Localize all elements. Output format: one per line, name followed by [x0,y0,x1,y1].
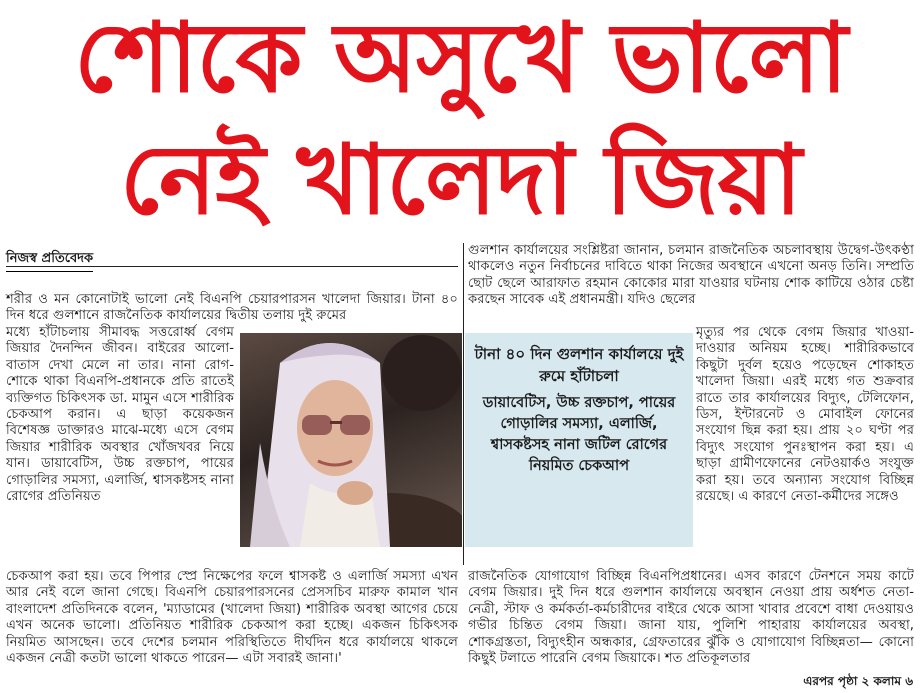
headline-line-2: নেই খালেদা জিয়া [119,124,802,236]
headline-line-1: শোকে অসুখে ভালো [74,2,847,114]
byline: নিজস্ব প্রতিবেদক [6,249,93,272]
portrait-illustration [240,333,462,547]
article-right-bottom: রাজনৈতিক যোগাযোগ বিচ্ছিন্ন বিএনপিপ্রধানের। এসব কারণে টেনশনে সময় কাটে বেগম জিয়ার। দুই দিন ধরে গুলশান কার্যালয়ে অবস্থান নেওয়া প্রায় অর্ধশত নেতা-নেত্রী, স্টাফ ও কর্মকর্তা-কর্মচারীদের বাইরে থেকে আসা খাবার প্রবেশে বাধা দেওয়ায়ও গভীর চিন্তিত বেগম জিয়া। জানা যায়, পুলিশি পাহারায় কার্যালয়ের অবস্থা, শোকগ্রস্ততা, বিদ্যুৎহীন অন্ধকার, গ্রেফতারের ঝুঁকি ও যোগাযোগ বিচ্ছিন্নতা— কোনো কিছুই টলাতে পারেনি বেগম জিয়াকে। শত প্রতিকূলতার [468,569,914,667]
pullquote-box [465,333,693,547]
byline-rule [6,266,458,267]
article-left-mid: মধ্যে হাঁটাচলায় সীমাবদ্ধ সত্তরোর্ধ্ব বেগম জিয়ার দৈনন্দিন জীবন। বাইরের আলো-বাতাস দেখা মেলে না তার। নানা রোগ-শোকে থাকা বিএনপি-প্রধানকে প্রতি রাতেই ব্যক্তিগত চিকিৎসক ডা. মামুন এসে শারীরিক চেকআপ করান। এ ছাড়া কয়েকজন বিশেষজ্ঞ ডাক্তারও মাঝে-মধ্যে এসে বেগম জিয়ার শারীরিক অবস্থার খোঁজখবর নিয়ে যান। ডায়াবেটিস, উচ্চ রক্তচাপ, পায়ের গোড়ালির সমস্যা, এলার্জি, শ্বাসকষ্টসহ নানা রোগের প্রতিনিয়ত [6,325,234,505]
khaleda-zia-photo [240,333,462,547]
continued-on-page[interactable]: এরপর পৃষ্ঠা ২ কলাম ৬ [803,674,913,688]
column-divider [463,243,464,565]
pullquote-body: ডায়াবেটিস, উচ্চ রক্তচাপ, পায়ের গোড়ালির সমস্যা, এলার্জি, শ্বাসকষ্টসহ নানা জটিল রোগের নিয়মিত চেকআপ [482,395,676,474]
article-left-bottom: চেকআপ করা হয়। তবে পিপার স্প্রে নিক্ষেপের ফলে শ্বাসকষ্ট ও এলার্জি সমস্যা এখন আর নেই বলে জানা গেছে। বিএনপি চেয়ারপারসনের প্রেসসচিব মারুফ কামাল খান বাংলাদেশ প্রতিদিনকে বলেন, 'ম্যাডামের (খালেদা জিয়া) শারীরিক অবস্থা আগের চেয়ে এখন অনেক ভালো। প্রতিনিয়ত শারীরিক চেকআপ করা হচ্ছে। একজন চিকিৎসক নিয়মিত আসছেন। তবে দেশের চলমান পরিস্থিতিতে দীর্ঘদিন ধরে কার্যালয়ে থাকলে একজন নেত্রী কতটা ভালো থাকতে পারেন— এটা সবারই জানা।' [6,569,458,667]
article-right-mid: মৃত্যুর পর থেকে বেগম জিয়ার খাওয়া-দাওয়ার অনিয়ম হচ্ছে। শারীরিকভাবে কিছুটা দুর্বল হয়েও পড়েছেন শোকাহত খালেদা জিয়া। এরই মধ্যে গত শুক্রবার রাতে তার কার্যালয়ের বিদ্যুৎ, টেলিফোন, ডিস, ইন্টারনেট ও মোবাইল ফোনের সংযোগ ছিন্ন করা হয়। প্রায় ২০ ঘণ্টা পর বিদ্যুৎ সংযোগ পুনঃস্থাপন করা হয়। এ ছাড়া গ্রামীণফোনের নেটওয়ার্কও সংযুক্ত করা হয়। তবে অন্যান্য সংযোগ বিচ্ছিন্ন রয়েছে। এ কারণে নেতা-কর্মীদের সঙ্গেও [696,325,914,505]
article-left-top: শরীর ও মন কোনোটাই ভালো নেই বিএনপি চেয়ারপারসন খালেদা জিয়ার। টানা ৪০ দিন ধরে গুলশানে রাজনৈতিক কার্যালয়ের দ্বিতীয় তলায় দুই রুমের [6,292,458,324]
pullquote-head: টানা ৪০ দিন গুলশান কার্যালয়ে দুই রুমে হাঁটাচলা [474,345,684,385]
article-right-top: গুলশান কার্যালয়ের সংশ্লিষ্টরা জানান, চলমান রাজনৈতিক অচলাবস্থায় উদ্বেগ-উৎকণ্ঠা থাকলেও নতুন নির্বাচনের দাবিতে থাকা নিজের অবস্থানে এখনো অনড় তিনি। সম্প্রতি ছোট ছেলে আরাফাত রহমান কোকোর মারা যাওয়ার ঘটনায় শোক কাটিয়ে ওঠার চেষ্টা করছেন সাবেক এই প্রধানমন্ত্রী। যদিও ছেলের [468,243,914,308]
